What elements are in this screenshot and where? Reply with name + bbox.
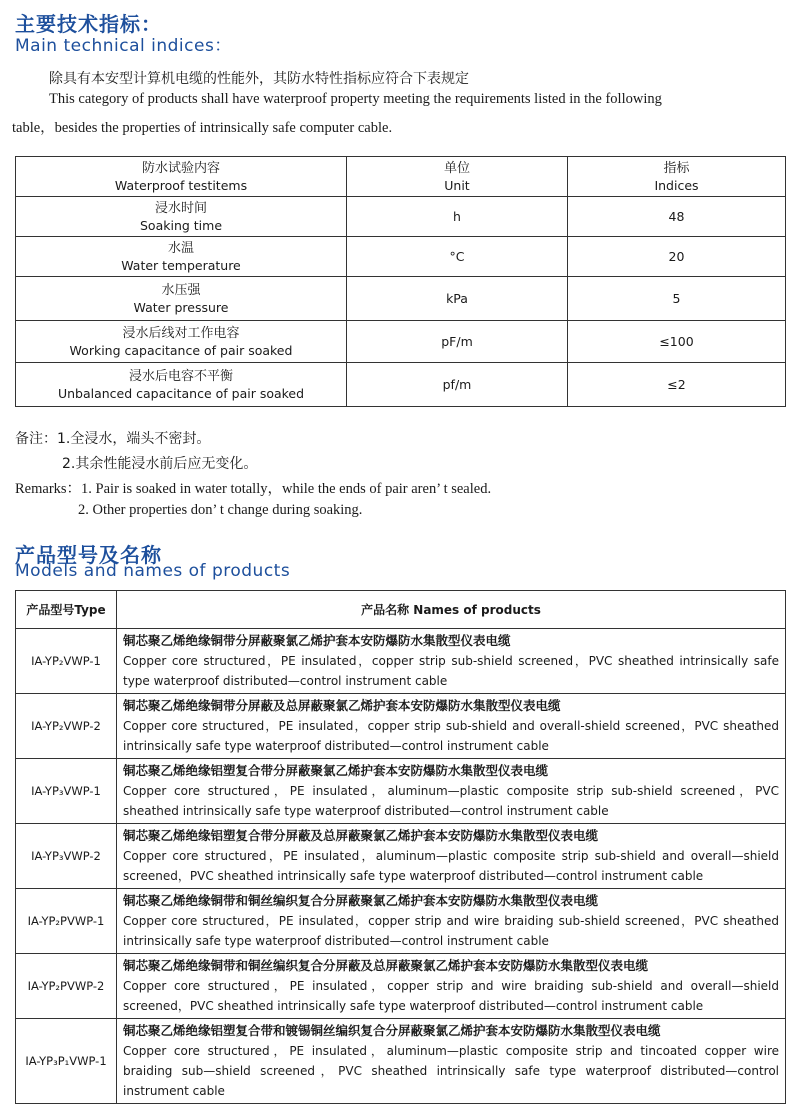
row-item-cn: 浸水后电容不平衡 <box>128 368 233 384</box>
intro-en-line2: table，besides the properties of intrinsically safe computer cable. <box>12 120 393 136</box>
row-value: 5 <box>568 277 786 321</box>
product-name-en: Copper core structured，PE insulated，copper strip sub-shield and overall-shield screened，PVC sheathed intrinsically safe type waterproof distributed—control instrument cable <box>123 719 779 753</box>
row-item-cn: 浸水时间 <box>154 200 207 216</box>
product-name-en: Copper core structured，PE insulated，aluminum—plastic composite strip sub-shield and overall—shield screened，PVC sheathed intrinsically safe type waterproof distributed—control instrument cable <box>123 849 779 883</box>
products-table <box>15 590 786 1104</box>
table-row <box>16 889 786 954</box>
remarks-en-item-2: 2. Other properties don’ t change during soaking. <box>78 502 363 518</box>
product-type: IA-YP₃VWP-1 <box>16 759 117 824</box>
product-name-cn: 铜芯聚乙烯绝缘铝塑复合带分屏蔽聚氯乙烯护套本安防爆防水集散型仪表电缆 <box>123 763 549 778</box>
remarks-cn-1 <box>15 428 210 448</box>
table-row <box>16 629 786 694</box>
row-unit: pf/m <box>347 363 568 407</box>
indices-header-row <box>16 157 786 197</box>
header-indices: 指标 Indices <box>568 157 786 197</box>
row-unit: °C <box>347 237 568 277</box>
row-value: 48 <box>568 197 786 237</box>
remarks-en-label: Remarks： <box>15 481 82 497</box>
product-name-cn: 铜芯聚乙烯绝缘铜带分屏蔽及总屏蔽聚氯乙烯护套本安防爆防水集散型仪表电缆 <box>123 698 561 713</box>
row-item-en: Water temperature <box>121 257 241 273</box>
table-row <box>16 197 786 237</box>
row-value: ≤100 <box>568 321 786 363</box>
row-item-cn: 水压强 <box>161 282 201 298</box>
remarks-en-1 <box>15 477 491 498</box>
product-name-en: Copper core structured，PE insulated，copper strip and wire braiding sub-shield screened，PVC sheathed intrinsically safe type waterproof distributed—control instrument cable <box>123 914 779 948</box>
remarks-cn-item-1: 1.全浸水，端头不密封。 <box>57 431 211 447</box>
table-row <box>16 694 786 759</box>
indices-table <box>15 156 786 407</box>
product-type: IA-YP₂VWP-1 <box>16 629 117 694</box>
header-test-items: 防水试验内容 Waterproof testitems <box>16 157 347 197</box>
table-row <box>16 321 786 363</box>
product-name-en: Copper core structured，PE insulated，aluminum—plastic composite strip and tincoated copper wire braiding sub—shield screened，PVC sheathed intrinsically safe type waterproof distributed—control instrument cable <box>123 1044 779 1098</box>
intro-en-line1: This category of products shall have waterproof property meeting the requirements listed in the following <box>49 91 662 107</box>
table-row <box>16 824 786 889</box>
product-name-en: Copper core structured，PE insulated，copper strip sub-shield screened，PVC sheathed intrinsically safe type waterproof distributed—control instrument cable <box>123 654 779 688</box>
product-type: IA-YP₃VWP-2 <box>16 824 117 889</box>
table-row <box>16 1019 786 1104</box>
row-unit: h <box>347 197 568 237</box>
product-type: IA-YP₂PVWP-1 <box>16 889 117 954</box>
product-name-cn: 铜芯聚乙烯绝缘铜带和铜丝编织复合分屏蔽及总屏蔽聚氯乙烯护套本安防爆防水集散型仪表电缆 <box>123 958 649 973</box>
section2-title-cn: 产品型号及名称 <box>15 543 162 567</box>
row-item-en: Working capacitance of pair soaked <box>69 342 293 358</box>
row-item-en: Soaking time <box>139 217 223 233</box>
intro-cn: 除具有本安型计算机电缆的性能外，其防水特性指标应符合下表规定 <box>49 71 469 87</box>
product-name-cn: 铜芯聚乙烯绝缘铝塑复合带和镀锡铜丝编织复合分屏蔽聚氯乙烯护套本安防爆防水集散型仪表电缆 <box>123 1023 661 1038</box>
product-name-cn: 铜芯聚乙烯绝缘铜带和铜丝编织复合分屏蔽聚氯乙烯护套本安防爆防水集散型仪表电缆 <box>123 893 599 908</box>
row-unit: kPa <box>347 277 568 321</box>
remarks-cn-item-2: 2.其余性能浸水前后应无变化。 <box>62 456 258 472</box>
table-row <box>16 277 786 321</box>
product-type: IA-YP₂PVWP-2 <box>16 954 117 1019</box>
section-title-en: Main technical indices： <box>15 36 232 56</box>
header-name: 产品名称 Names of products <box>117 591 786 629</box>
remarks-en-item-1: 1. Pair is soaked in water totally，while the ends of pair aren’ t sealed. <box>81 481 492 497</box>
row-item-cn: 水温 <box>167 240 194 256</box>
table-row <box>16 954 786 1019</box>
product-name-cn: 铜芯聚乙烯绝缘铝塑复合带分屏蔽及总屏蔽聚氯乙烯护套本安防爆防水集散型仪表电缆 <box>123 828 599 843</box>
table-row <box>16 237 786 277</box>
products-header-row <box>16 591 786 629</box>
section2-title-en: Models and names of products <box>15 561 291 581</box>
row-item-en: Unbalanced capacitance of pair soaked <box>57 385 305 401</box>
table-row <box>16 363 786 407</box>
product-type: IA-YP₃P₁VWP-1 <box>16 1019 117 1104</box>
table-row <box>16 759 786 824</box>
row-item-cn: 浸水后线对工作电容 <box>122 325 240 341</box>
row-value: ≤2 <box>568 363 786 407</box>
product-name-en: Copper core structured，PE insulated，aluminum—plastic composite strip sub-shield screened，PVC sheathed intrinsically safe type waterproof distributed—control instrument cable <box>123 784 779 818</box>
header-type: 产品型号Type <box>16 591 117 629</box>
product-type: IA-YP₂VWP-2 <box>16 694 117 759</box>
row-item-en: Water pressure <box>133 299 229 315</box>
header-unit: 单位 Unit <box>347 157 568 197</box>
row-value: 20 <box>568 237 786 277</box>
section-title-cn: 主要技术指标： <box>15 12 162 36</box>
row-unit: pF/m <box>347 321 568 363</box>
product-name-cn: 铜芯聚乙烯绝缘铜带分屏蔽聚氯乙烯护套本安防爆防水集散型仪表电缆 <box>123 633 511 648</box>
remarks-cn-label: 备注： <box>15 431 57 447</box>
product-name-en: Copper core structured，PE insulated，copper strip and wire braiding sub-shield and overall—shield screened，PVC sheathed intrinsically safe type waterproof distributed—control instrument cable <box>123 979 779 1013</box>
